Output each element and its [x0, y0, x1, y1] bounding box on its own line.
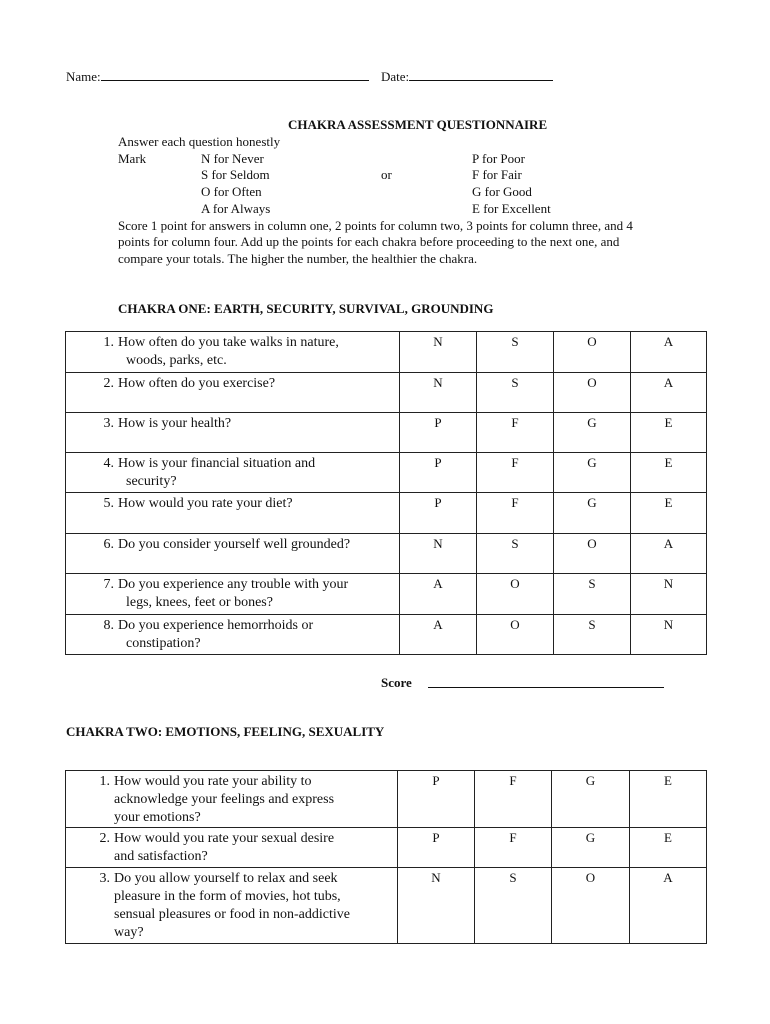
question-number: 4.: [103, 456, 114, 471]
instructions-line: Answer each question honestly: [118, 134, 281, 149]
page-title: CHAKRA ASSESSMENT QUESTIONNAIRE: [288, 117, 548, 132]
legend-col-two-item: E for Excellent: [472, 201, 551, 216]
question-text: [114, 415, 395, 433]
answer-option[interactable]: A: [631, 332, 707, 373]
question-row: [66, 574, 707, 615]
question-text: [114, 617, 395, 653]
name-blank-line[interactable]: [101, 68, 369, 81]
answer-option[interactable]: N: [400, 534, 477, 574]
answer-option[interactable]: G: [554, 413, 631, 453]
answer-option[interactable]: S: [477, 332, 554, 373]
score-instructions: Score 1 point for answers in column one, 2 points for column two, 3 points for column three, and 4: [118, 218, 633, 233]
answer-option[interactable]: N: [400, 373, 477, 413]
question-row: [66, 828, 707, 868]
question-text-line: Do you allow yourself to relax and seek: [114, 871, 338, 886]
answer-option[interactable]: E: [631, 453, 707, 493]
question-row: [66, 453, 707, 493]
question-text-line: How is your financial situation and: [118, 456, 316, 471]
question-cell: [66, 615, 400, 655]
question-text-line: legs, knees, feet or bones?: [126, 595, 273, 610]
legend-col-two-item: G for Good: [472, 184, 532, 199]
question-number: 2.: [103, 376, 114, 391]
legend-col-two-item: F for Fair: [472, 167, 522, 182]
answer-option[interactable]: O: [552, 868, 630, 944]
question-text-line: and satisfaction?: [114, 849, 208, 864]
question-text-line: How would you rate your sexual desire: [114, 831, 335, 846]
question-number: 3.: [99, 871, 110, 886]
chakra-two-heading: CHAKRA TWO: EMOTIONS, FEELING, SEXUALITY: [66, 724, 385, 739]
question-row: [66, 332, 707, 373]
answer-option[interactable]: N: [398, 868, 475, 944]
name-field[interactable]: [66, 68, 369, 85]
score-instructions: compare your totals. The higher the number, the healthier the chakra.: [118, 251, 478, 266]
question-number: 5.: [103, 496, 114, 511]
answer-option[interactable]: S: [554, 574, 631, 615]
question-cell: [66, 828, 398, 868]
chakra-one-heading: CHAKRA ONE: EARTH, SECURITY, SURVIVAL, GROUNDING: [118, 301, 494, 316]
answer-option[interactable]: F: [477, 493, 554, 534]
answer-option[interactable]: F: [475, 828, 552, 868]
answer-option[interactable]: N: [631, 574, 707, 615]
question-cell: [66, 453, 400, 493]
question-row: [66, 868, 707, 944]
name-label: Name:: [66, 69, 101, 84]
or-label: or: [381, 167, 392, 182]
chakra-two-table: [65, 770, 707, 944]
question-text-line: How would you rate your diet?: [118, 496, 293, 511]
answer-option[interactable]: O: [554, 373, 631, 413]
question-row: [66, 373, 707, 413]
mark-label: Mark: [118, 151, 147, 166]
answer-option[interactable]: G: [552, 771, 630, 828]
question-text-line: How often do you take walks in nature,: [118, 335, 339, 350]
question-text: [110, 830, 393, 866]
question-text-line: Do you consider yourself well grounded?: [118, 537, 351, 552]
question-text-line: security?: [126, 474, 177, 489]
answer-option[interactable]: G: [554, 453, 631, 493]
answer-option[interactable]: O: [477, 574, 554, 615]
score-label: Score: [381, 675, 412, 690]
answer-option[interactable]: A: [631, 534, 707, 574]
legend-col-one-item: A for Always: [201, 201, 271, 216]
question-text-line: How often do you exercise?: [118, 376, 276, 391]
answer-option[interactable]: A: [400, 574, 477, 615]
answer-option[interactable]: A: [631, 373, 707, 413]
question-number: 3.: [103, 416, 114, 431]
answer-option[interactable]: S: [477, 373, 554, 413]
question-row: [66, 493, 707, 534]
answer-option[interactable]: P: [400, 413, 477, 453]
answer-option[interactable]: P: [400, 453, 477, 493]
question-text: [114, 495, 395, 513]
question-text: [110, 773, 393, 827]
question-number: 6.: [103, 537, 114, 552]
question-cell: [66, 373, 400, 413]
answer-option[interactable]: A: [400, 615, 477, 655]
answer-option[interactable]: S: [475, 868, 552, 944]
answer-option[interactable]: E: [631, 493, 707, 534]
answer-option[interactable]: O: [477, 615, 554, 655]
question-row: [66, 534, 707, 574]
date-blank-line[interactable]: [409, 68, 553, 81]
question-text: [114, 375, 395, 393]
question-row: [66, 413, 707, 453]
question-cell: [66, 332, 400, 373]
legend-col-one-item: O for Often: [201, 184, 262, 199]
question-row: [66, 771, 707, 828]
question-text: [114, 334, 395, 370]
answer-option[interactable]: N: [631, 615, 707, 655]
question-text: [114, 536, 395, 554]
answer-option[interactable]: E: [630, 771, 707, 828]
question-text-line: constipation?: [126, 636, 201, 651]
score-blank-line[interactable]: [428, 675, 664, 692]
question-cell: [66, 493, 400, 534]
score-instructions: points for column four. Add up the points for each chakra before proceeding to the next one, and: [118, 234, 620, 249]
answer-option[interactable]: O: [554, 534, 631, 574]
question-text-line: your emotions?: [114, 810, 201, 825]
date-field[interactable]: [381, 68, 553, 85]
answer-option[interactable]: P: [400, 493, 477, 534]
question-text: [110, 870, 393, 942]
legend-col-one-item: N for Never: [201, 151, 264, 166]
answer-option[interactable]: F: [477, 413, 554, 453]
question-cell: [66, 868, 398, 944]
question-text-line: sensual pleasures or food in non-addictive: [114, 907, 350, 922]
question-text-line: pleasure in the form of movies, hot tubs,: [114, 889, 341, 904]
question-cell: [66, 771, 398, 828]
answer-option[interactable]: F: [477, 453, 554, 493]
question-text: [114, 455, 395, 491]
question-cell: [66, 413, 400, 453]
answer-option[interactable]: N: [400, 332, 477, 373]
answer-option[interactable]: G: [554, 493, 631, 534]
question-text-line: acknowledge your feelings and express: [114, 792, 335, 807]
question-cell: [66, 574, 400, 615]
answer-option[interactable]: P: [398, 828, 475, 868]
answer-option[interactable]: F: [475, 771, 552, 828]
chakra-one-table: [65, 331, 707, 655]
question-row: [66, 615, 707, 655]
question-text-line: way?: [114, 925, 144, 940]
question-text-line: How would you rate your ability to: [114, 774, 312, 789]
answer-option[interactable]: S: [554, 615, 631, 655]
answer-option[interactable]: E: [631, 413, 707, 453]
question-number: 1.: [99, 774, 110, 789]
answer-option[interactable]: P: [398, 771, 475, 828]
question-text: [114, 576, 395, 612]
answer-option[interactable]: G: [552, 828, 630, 868]
answer-option[interactable]: S: [477, 534, 554, 574]
question-text-line: Do you experience any trouble with your: [118, 577, 349, 592]
question-text-line: woods, parks, etc.: [126, 353, 227, 368]
question-text-line: Do you experience hemorrhoids or: [118, 618, 314, 633]
date-label: Date:: [381, 69, 410, 84]
answer-option[interactable]: A: [630, 868, 707, 944]
question-number: 7.: [103, 577, 114, 592]
legend-col-two-item: P for Poor: [472, 151, 525, 166]
question-number: 1.: [103, 335, 114, 350]
question-text-line: How is your health?: [118, 416, 232, 431]
question-cell: [66, 534, 400, 574]
answer-option[interactable]: E: [630, 828, 707, 868]
question-number: 2.: [99, 831, 110, 846]
answer-option[interactable]: O: [554, 332, 631, 373]
legend-col-one-item: S for Seldom: [201, 167, 270, 182]
question-number: 8.: [103, 618, 114, 633]
